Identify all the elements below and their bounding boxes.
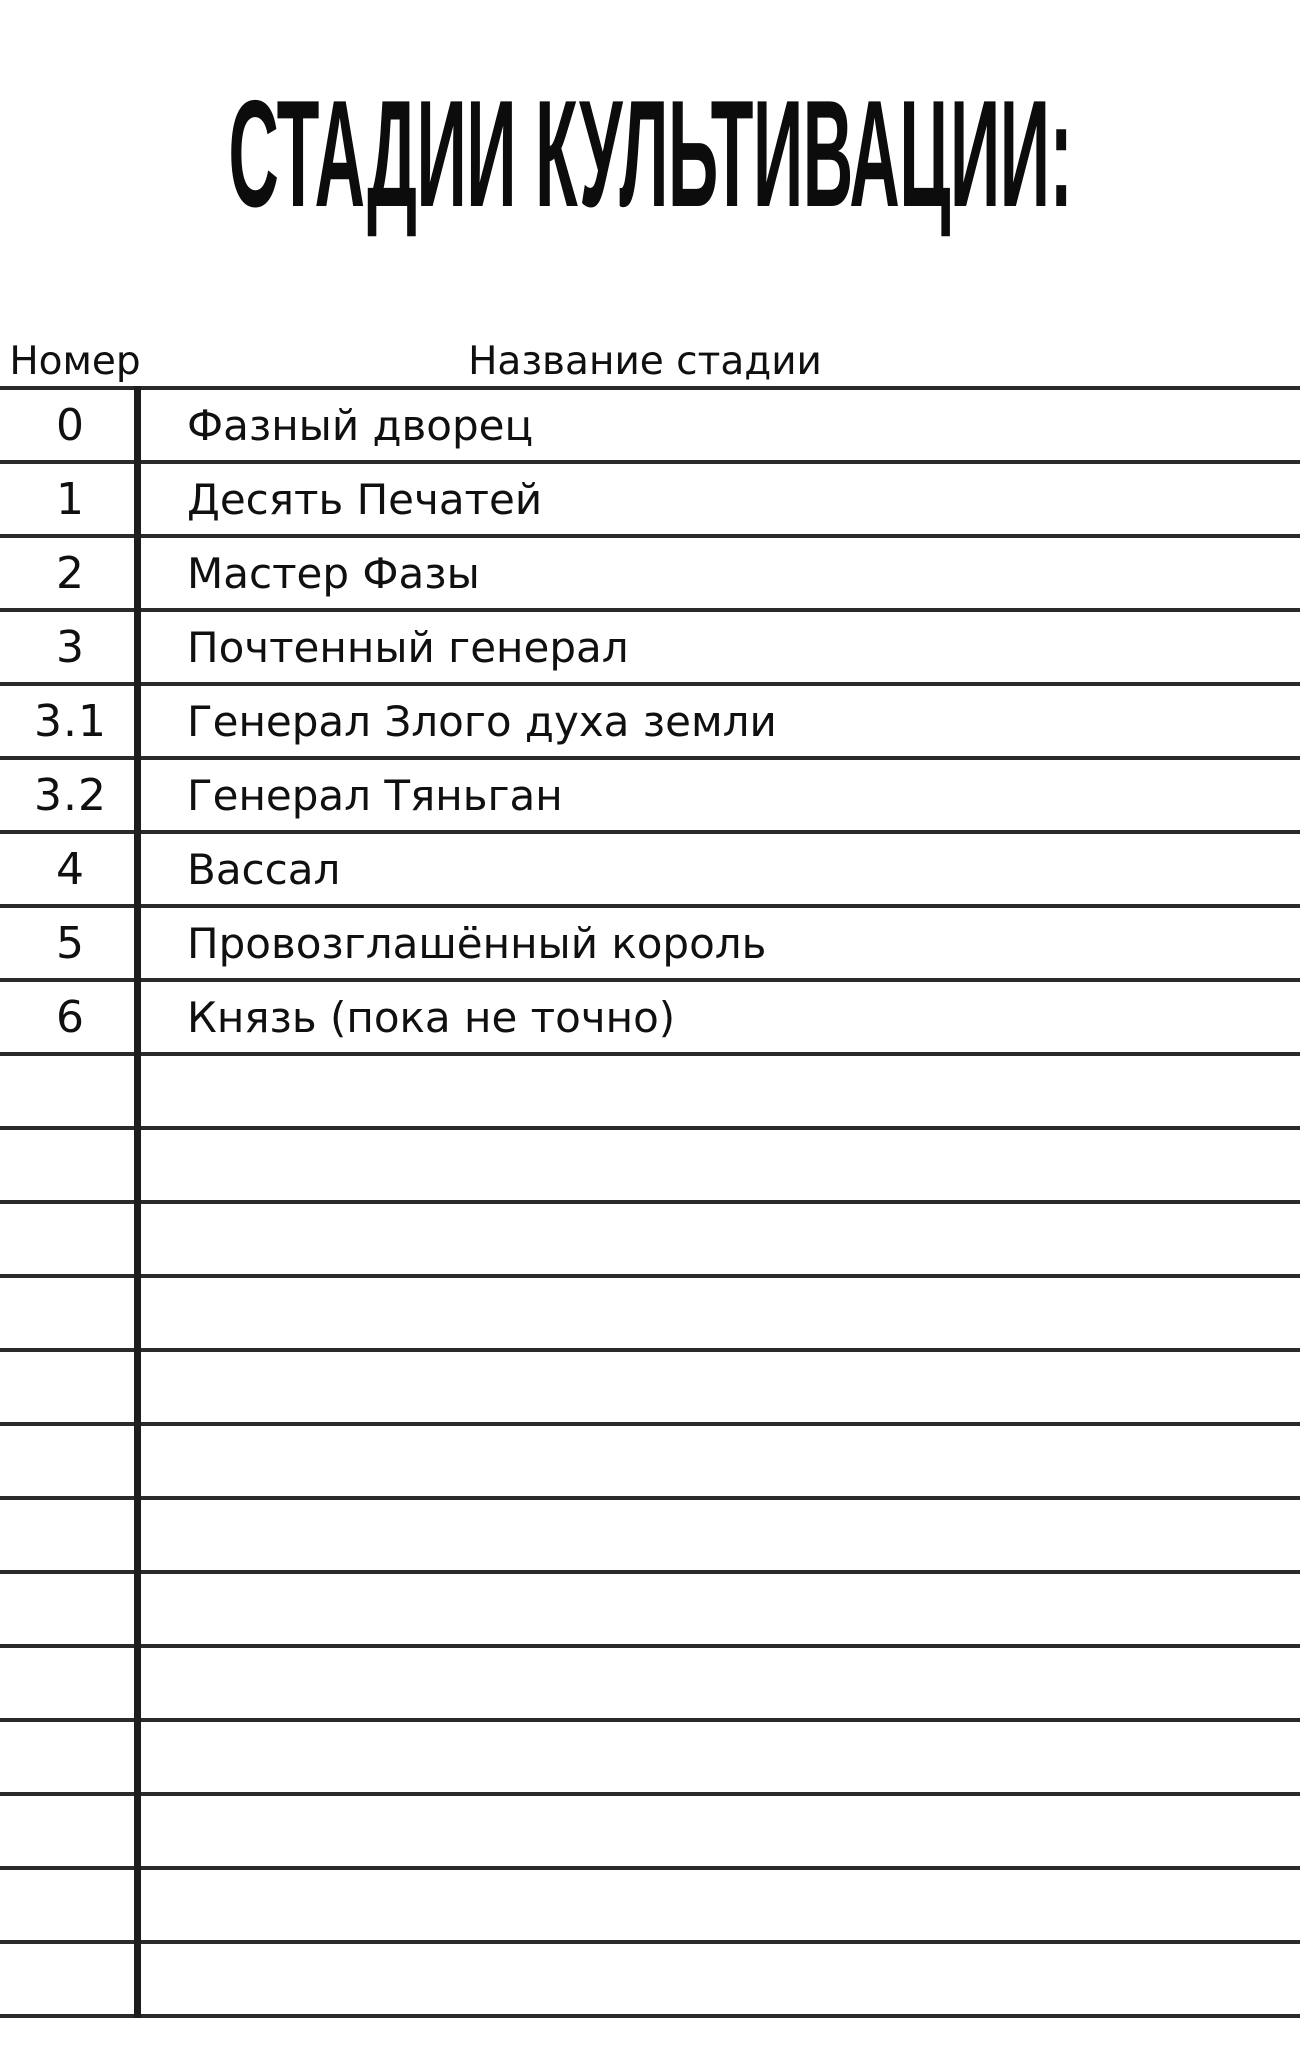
table-row: [0, 760, 1300, 834]
cell-stage-name: [141, 1870, 1300, 1940]
stages-table: [0, 386, 1300, 2018]
cell-stage-name: Провозглашённый король: [187, 918, 767, 968]
cell-stage-name: [141, 1130, 1300, 1200]
cell-stage-name: [141, 1056, 1300, 1126]
table-row-empty: [0, 1648, 1300, 1722]
cell-number: 6: [56, 991, 85, 1043]
cell-stage-name: [141, 1574, 1300, 1644]
cell-stage-name: Князь (пока не точно): [187, 992, 676, 1042]
table-row: [0, 686, 1300, 760]
table-column-headers: [0, 326, 1300, 386]
table-row-empty: [0, 1722, 1300, 1796]
cell-number: [0, 1870, 141, 1940]
table-row: [0, 390, 1300, 464]
column-header-number: Номер: [9, 339, 141, 385]
table-row: [0, 464, 1300, 538]
column-divider-line: [134, 386, 141, 2018]
table-row-empty: [0, 1352, 1300, 1426]
cell-number: 5: [56, 917, 85, 969]
cell-number: 3.2: [34, 769, 107, 821]
cell-number: [0, 1648, 141, 1718]
cell-stage-name: [141, 1648, 1300, 1718]
table-row: [0, 612, 1300, 686]
cell-stage-name: [141, 1352, 1300, 1422]
cell-number: [0, 1056, 141, 1126]
table-row-empty: [0, 1574, 1300, 1648]
cell-number: [0, 1352, 141, 1422]
cell-number: [0, 1426, 141, 1496]
cell-stage-name: Фазный дворец: [187, 400, 534, 450]
cell-number: [0, 1130, 141, 1200]
table-row-empty: [0, 1796, 1300, 1870]
cell-number: [0, 1204, 141, 1274]
cell-stage-name: [141, 1426, 1300, 1496]
table-row: [0, 538, 1300, 612]
cell-number: 3.1: [34, 695, 107, 747]
cell-number: [0, 1574, 141, 1644]
cell-number: 0: [56, 399, 85, 451]
cell-number: [0, 1944, 141, 2014]
cell-number: 2: [56, 547, 85, 599]
column-header-stage-name: Название стадии: [468, 339, 822, 385]
cell-stage-name: [141, 1500, 1300, 1570]
table-row: [0, 908, 1300, 982]
cell-stage-name: Почтенный генерал: [187, 622, 629, 672]
table-row-empty: [0, 1130, 1300, 1204]
cell-stage-name: Генерал Тяньган: [187, 770, 563, 820]
table-row-empty: [0, 1870, 1300, 1944]
table-row-empty: [0, 1056, 1300, 1130]
cell-stage-name: Мастер Фазы: [187, 548, 480, 598]
cell-stage-name: [141, 1944, 1300, 2014]
table-row-empty: [0, 1278, 1300, 1352]
cell-stage-name: Десять Печатей: [187, 474, 543, 524]
cell-number: 1: [56, 473, 85, 525]
table-row: [0, 834, 1300, 908]
page-title-text: СТАДИИ КУЛЬТИВАЦИИ:: [228, 69, 1073, 239]
table-row-empty: [0, 1500, 1300, 1574]
table-row-empty: [0, 1944, 1300, 2018]
cell-number: [0, 1722, 141, 1792]
table-row: [0, 982, 1300, 1056]
cell-number: [0, 1796, 141, 1866]
cell-number: 4: [56, 843, 85, 895]
cell-stage-name: [141, 1278, 1300, 1348]
table-row-empty: [0, 1426, 1300, 1500]
cell-stage-name: Генерал Злого духа земли: [187, 696, 777, 746]
cell-number: [0, 1500, 141, 1570]
cell-stage-name: [141, 1204, 1300, 1274]
cell-stage-name: [141, 1722, 1300, 1792]
table-row-empty: [0, 1204, 1300, 1278]
cell-stage-name: Вассал: [187, 844, 341, 894]
page-title: [0, 58, 1300, 250]
cell-stage-name: [141, 1796, 1300, 1866]
cell-number: 3: [56, 621, 85, 673]
cell-number: [0, 1278, 141, 1348]
